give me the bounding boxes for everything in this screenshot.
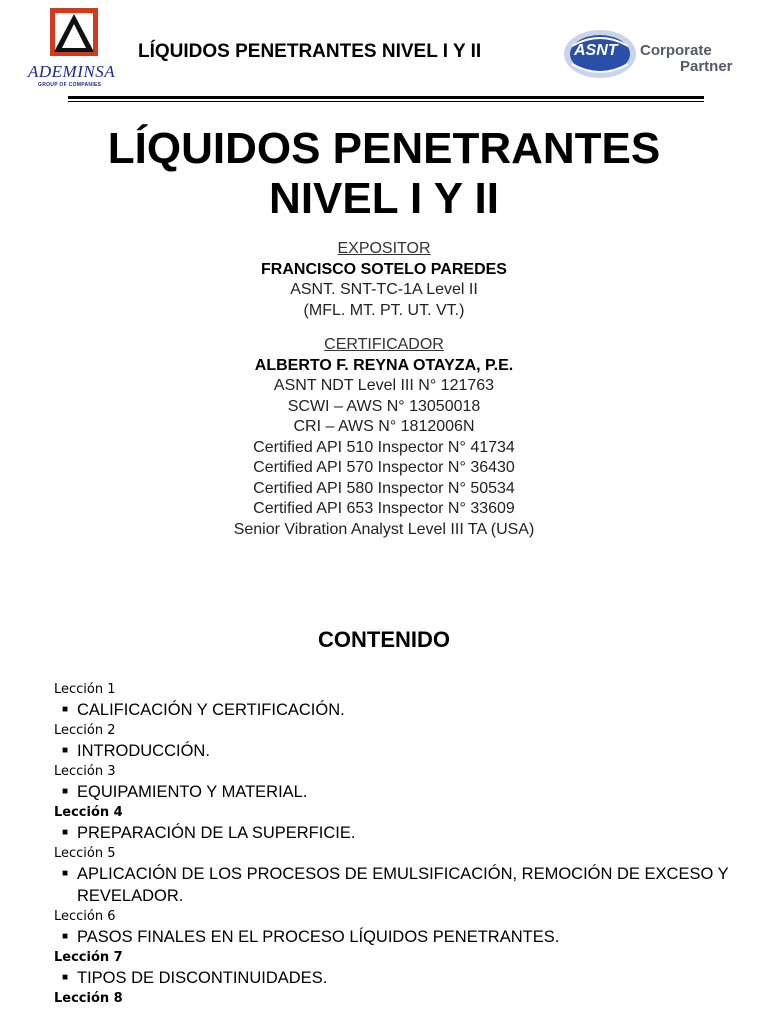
lesson-topic-text: APLICACIÓN DE LOS PROCESOS DE EMULSIFICACIÓN, REMOCIÓN DE EXCESO Y REVELADOR. — [77, 865, 729, 905]
list-item — [54, 680, 754, 721]
expositor-credential: ASNT. SNT-TC-1A Level II — [290, 281, 478, 298]
expositor-credential: (MFL. MT. PT. UT. VT.) — [303, 301, 465, 319]
lesson-label: Lección 5 — [54, 846, 116, 861]
header-title: LÍQUIDOS PENETRANTES NIVEL I Y II — [138, 41, 482, 62]
page-header — [0, 0, 768, 104]
lesson-topic — [54, 926, 754, 948]
lesson-label: Lección 1 — [54, 682, 116, 697]
bullet-icon: ■ — [62, 868, 69, 879]
list-item — [54, 948, 754, 989]
list-item — [54, 762, 754, 803]
lesson-topic-text: PASOS FINALES EN EL PROCESO LÍQUIDOS PENETRANTES. — [77, 928, 560, 946]
certificador-credential: Certified API 510 Inspector N° 41734 — [253, 438, 515, 456]
certificador-credential: Certified API 570 Inspector N° 36430 — [253, 459, 515, 476]
certificador-label: CERTIFICADOR — [324, 336, 444, 353]
bullet-icon: ■ — [62, 972, 69, 983]
lesson-topic-text: CALIFICACIÓN Y CERTIFICACIÓN. — [77, 701, 345, 719]
expositor-name: FRANCISCO SOTELO PAREDES — [261, 260, 507, 278]
header-divider-thin — [68, 101, 704, 102]
list-item — [54, 844, 754, 907]
certificador-credential: Certified API 653 Inspector N° 33609 — [253, 500, 515, 517]
lesson-label: Lección 7 — [54, 950, 123, 965]
main-title-line-2: NIVEL I Y II — [269, 174, 499, 223]
lesson-topic-text: EQUIPAMIENTO Y MATERIAL. — [77, 783, 308, 801]
bullet-icon: ■ — [62, 931, 69, 942]
ademinsa-logo — [24, 6, 120, 88]
lesson-topic — [54, 740, 754, 762]
certificador-credential: Senior Vibration Analyst Level III TA (USA) — [233, 520, 535, 538]
lesson-topic — [54, 863, 754, 907]
lesson-topic — [54, 781, 754, 803]
bullet-icon: ■ — [62, 745, 69, 756]
asnt-corporate-partner-logo — [560, 26, 760, 82]
header-divider-thick — [68, 96, 704, 99]
certificador-block — [0, 335, 768, 540]
certificador-name: ALBERTO F. REYNA OTAYZA, P.E. — [254, 356, 514, 374]
lesson-label: Lección 2 — [54, 723, 116, 738]
bullet-icon: ■ — [62, 786, 69, 797]
ademinsa-triangle-icon — [48, 6, 100, 62]
lesson-topic — [54, 967, 754, 989]
lesson-topic-text: PREPARACIÓN DE LA SUPERFICIE. — [77, 824, 356, 842]
ademinsa-brand-text: ADEMINSA — [28, 62, 116, 81]
list-item — [54, 803, 754, 844]
bullet-icon: ■ — [62, 704, 69, 715]
expositor-block — [0, 239, 768, 321]
lesson-topic — [54, 699, 754, 721]
lesson-topic — [54, 822, 754, 844]
partner-text: Partner — [680, 58, 733, 75]
main-title — [0, 124, 768, 224]
lesson-topic-text: TIPOS DE DISCONTINUIDADES. — [77, 969, 328, 987]
lesson-list — [54, 680, 754, 1008]
lesson-topic-text: INTRODUCCIÓN. — [77, 742, 210, 760]
ademinsa-subtext: GROUP OF COMPANIES — [38, 82, 102, 88]
corporate-text: Corporate — [640, 42, 712, 59]
list-item — [54, 989, 754, 1008]
list-item — [54, 907, 754, 948]
list-item — [54, 721, 754, 762]
certificador-credential: ASNT NDT Level III N° 121763 — [273, 377, 495, 394]
lesson-label: Lección 3 — [54, 764, 116, 779]
lesson-label: Lección 6 — [54, 909, 116, 924]
certificador-credential: CRI – AWS N° 1812006N — [293, 418, 475, 435]
lesson-label: Lección 4 — [54, 805, 123, 820]
certificador-credential: Certified API 580 Inspector N° 50534 — [253, 479, 515, 497]
asnt-badge-text: ASNT — [574, 42, 618, 59]
main-title-line-1: LÍQUIDOS PENETRANTES — [107, 124, 661, 173]
contenido-heading: CONTENIDO — [318, 627, 450, 652]
bullet-icon: ■ — [62, 827, 69, 838]
expositor-label: EXPOSITOR — [337, 240, 431, 257]
certificador-credential: SCWI – AWS N° 13050018 — [287, 397, 481, 415]
lesson-label: Lección 8 — [54, 991, 123, 1006]
